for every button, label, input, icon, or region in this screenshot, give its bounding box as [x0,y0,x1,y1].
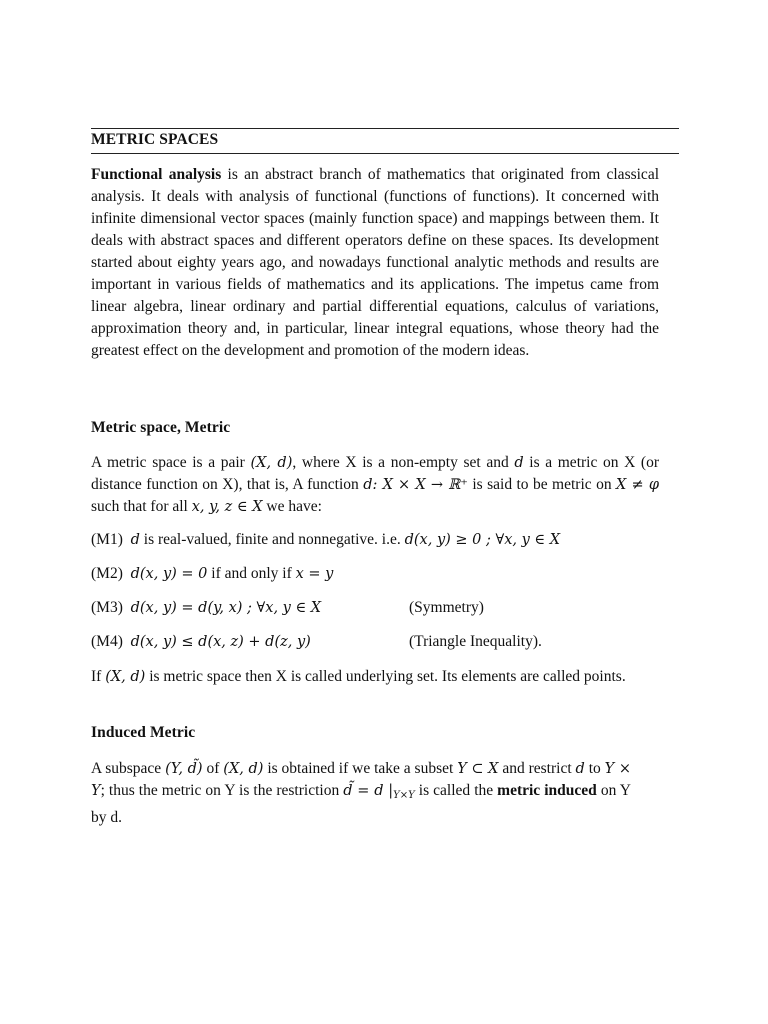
page-title: METRIC SPACES [91,131,219,148]
math-function: d: X × X → ℝ⁺ [363,477,468,493]
title-underline [91,153,679,154]
axiom-m4-note: (Triangle Inequality). [409,633,542,650]
induced-metric-paragraph: A subspace (Y, d̃) of (X, d) is obtained if we take a subset Y ⊂ X and restrict d to Y × Y; thus the metric on Y is the restriction d̃ = d $|_{Y\times Y}$ is called the metric induced on Y by d. [91,760,631,826]
axiom-m3-note: (Symmetry) [409,599,484,616]
axiom-m1: (M1) d is real-valued, finite and nonnegative. i.e. d(x, y) ≥ 0 ; ∀x, y ∈ X [91,531,561,548]
metric-definition: A metric space is a pair (X, d), where X is a non-empty set and d is a metric on X (or distance function on X), that is, A function d: X × X → ℝ⁺ is said to be metric on X ≠ φ such that for all x, y, z ∈ X we have: [91,454,660,515]
metric-section-heading: Metric space, Metric [91,419,231,436]
axiom-m4: (M4) d(x, y) ≤ d(x, z) + d(z, y) (Triangle Inequality). [91,633,542,650]
induced-metric-heading: Induced Metric [91,724,196,741]
math-pair: (X, d) [250,455,293,471]
top-rule [91,128,679,129]
math-d: d [514,455,524,471]
math-vars: x, y, z ∈ X [191,499,263,515]
intro-text: is an abstract branch of mathematics that originated from classical analysis. It deals with analysis of functional (functions of functions). It concerned with infinite dimensional vector spaces (mainly function space) and mappings between them. It deals with abstract spaces and different operators define on these spaces. Its development started about eighty years ago, and nowadays functional analytic methods and results are important in various fields of mathematics and its applications. The impetus came from linear algebra, linear ordinary and partial differential equations, calculus of variations, approximation theory and, in particular, linear integral equations, whose theory had the greatest effect on the development and promotion of the modern ideas. [91,166,660,359]
axiom-m3: (M3) d(x, y) = d(y, x) ; ∀x, y ∈ X (Symmetry) [91,599,484,616]
intro-lead: Functional analysis [91,166,222,183]
axiom-m2: (M2) d(x, y) = 0 if and only if x = y [91,565,334,582]
underlying-set-paragraph: If (X, d) is metric space then X is called underlying set. Its elements are called points. [91,668,626,685]
intro-paragraph [91,164,659,362]
math-condition: X ≠ φ [616,477,659,493]
